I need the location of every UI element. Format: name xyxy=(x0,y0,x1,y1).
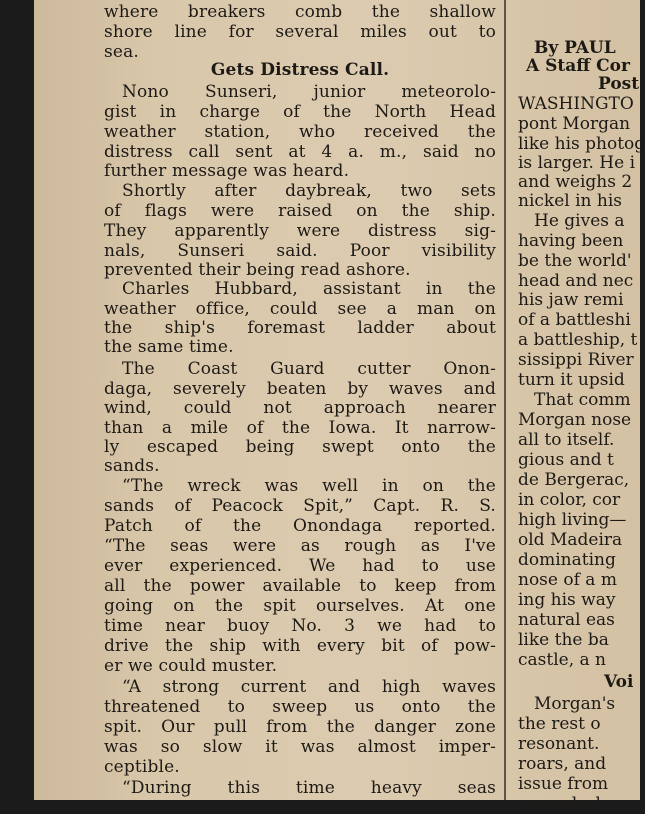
text-line: Shortly after daybreak, two sets xyxy=(122,181,496,201)
text-line: resonant. xyxy=(518,734,600,754)
text-line: drive the ship with every bit of pow- xyxy=(104,636,496,656)
text-line: is larger. He i xyxy=(518,153,635,173)
text-line: nals, Sunseri said. Poor visibility xyxy=(104,241,496,261)
text-line: like his photog xyxy=(518,134,645,154)
text-line: roars, and xyxy=(518,754,607,774)
article-column-left xyxy=(104,0,496,800)
text-line: Nono Sunseri, junior meteorolo- xyxy=(122,82,496,102)
text-line: the rest o xyxy=(518,714,601,734)
text-line: dominating xyxy=(518,550,616,570)
text-line: prevented their being read ashore. xyxy=(104,260,411,280)
text-line: natural eas xyxy=(518,610,615,630)
text-line: That comm xyxy=(534,390,631,410)
subheading: Voi xyxy=(604,672,634,692)
text-line: the ship's foremast ladder about xyxy=(104,318,496,338)
text-line: a battleship, t xyxy=(518,330,638,350)
text-line: er we could muster. xyxy=(104,656,278,676)
text-line: ing his way xyxy=(518,590,616,610)
text-line: sissippi River xyxy=(518,350,634,370)
article-column-right xyxy=(512,0,645,814)
text-line: sands. xyxy=(104,456,160,476)
text-line: head and nec xyxy=(518,271,634,291)
text-line: like the ba xyxy=(518,630,609,650)
text-line: weather office, could see a man on xyxy=(104,299,496,319)
dateline: WASHINGTO xyxy=(518,94,634,114)
text-line: distress call sent at 4 a. m., said no xyxy=(104,142,496,162)
text-line: all the power available to keep from xyxy=(104,576,496,596)
text-line: weather station, who received the xyxy=(104,122,496,142)
text-line: issue from xyxy=(518,774,609,794)
text-line: threatened to sweep us onto the xyxy=(104,697,496,717)
text-line: high living— xyxy=(518,510,627,530)
text-line: an underl xyxy=(518,794,601,814)
text-line: gist in charge of the North Head xyxy=(104,102,496,122)
text-line: sands of Peacock Spit,” Capt. R. S. xyxy=(104,496,496,516)
text-line: in color, cor xyxy=(518,490,621,510)
text-line: where breakers comb the shallow xyxy=(104,2,496,22)
text-line: “A strong current and high waves xyxy=(122,677,496,697)
text-line: ly escaped being swept onto the xyxy=(104,437,496,457)
text-line: old Madeira xyxy=(518,530,623,550)
column-rule xyxy=(504,0,506,800)
text-line: wind, could not approach nearer xyxy=(104,398,496,418)
text-line: castle, a n xyxy=(518,650,607,670)
text-line: de Bergerac, xyxy=(518,470,630,490)
text-line: The Coast Guard cutter Onon- xyxy=(122,359,496,379)
text-line: daga, severely beaten by waves and xyxy=(104,379,496,399)
byline-paper: Post xyxy=(598,74,640,94)
text-line: his jaw remi xyxy=(518,290,624,310)
text-line: all to itself. xyxy=(518,430,615,450)
text-line: ceptible. xyxy=(104,757,180,777)
text-line: pont Morgan xyxy=(518,114,631,134)
text-line: time near buoy No. 3 we had to xyxy=(104,616,496,636)
text-line: of flags were raised on the ship. xyxy=(104,201,496,221)
text-line: the same time. xyxy=(104,337,234,357)
text-line: of a battleshi xyxy=(518,310,631,330)
text-line: and weighs 2 xyxy=(518,172,633,192)
text-line: ever experienced. We had to use xyxy=(104,556,496,576)
text-line: “During this time heavy seas xyxy=(122,778,496,798)
text-line: Morgan's xyxy=(534,694,616,714)
text-line: He gives a xyxy=(534,211,625,231)
text-line: than a mile of the Iowa. It narrow- xyxy=(104,418,496,438)
byline: By PAUL xyxy=(534,38,616,58)
text-line: was so slow it was almost imper- xyxy=(104,737,496,757)
text-line: gious and t xyxy=(518,450,614,470)
byline-staff: A Staff Cor xyxy=(526,56,630,76)
text-line: Patch of the Onondaga reported. xyxy=(104,516,496,536)
text-line: shore line for several miles out to xyxy=(104,22,496,42)
text-line: Morgan nose xyxy=(518,410,632,430)
text-line: “The wreck was well in on the xyxy=(122,476,496,496)
text-line: turn it upsid xyxy=(518,370,625,390)
subheading: Gets Distress Call. xyxy=(210,60,390,80)
text-line: having been xyxy=(518,231,624,251)
text-line: sea. xyxy=(104,42,139,62)
text-line: nose of a m xyxy=(518,570,617,590)
text-line: spit. Our pull from the danger zone xyxy=(104,717,496,737)
text-line: further message was heard. xyxy=(104,161,350,181)
text-line: going on the spit ourselves. At one xyxy=(104,596,496,616)
text-line: Charles Hubbard, assistant in the xyxy=(122,279,496,299)
text-line: nickel in his xyxy=(518,191,623,211)
text-line: “The seas were as rough as I've xyxy=(104,536,496,556)
text-line: be the world' xyxy=(518,251,632,271)
text-line: They apparently were distress sig- xyxy=(104,221,496,241)
